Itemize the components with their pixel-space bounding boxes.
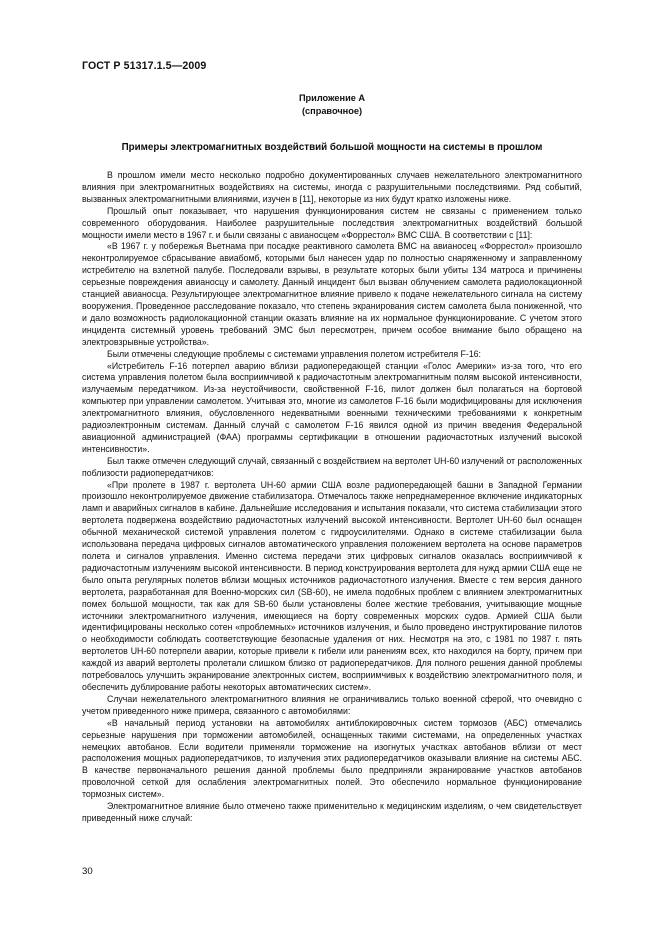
section-title: Примеры электромагнитных воздействий большой мощности на системы в прошлом <box>121 142 543 153</box>
paragraph: «Истребитель F-16 потерпел аварию вблизи радиопередающей станции «Голос Америки» из-за того, что его система управления полетом была восприимчивой к радиочастотным электромагнитным полям высокой интенсивности, излучаемым передатчиком. Из-за неустойчивости, свойственной F-16, пилот должен был полагаться на бортовой компьютер при управлении самолетом. Учитывая это, многие из самолетов F-16 были модифицированы для исключения электромагнитного влияния, обусловленного недекватными военными техническими требованиями к конкретным радиоэлектронным системам. Данный случай с самолетом F-16 явился одной из причин введения Федеральной авиационной администрацией (ФАА) программы сертификации в отношении радиочастотных излучений высокой интенсивности». <box>82 360 582 454</box>
paragraph: Электромагнитное влияние было отмечено также применительно к медицинским изделиям, о чем свидетельствует приведенный ниже случай: <box>82 801 582 823</box>
paragraph: Был также отмечен следующий случай, связанный с воздействием на вертолет UH-60 излучений от расположенных поблизости радиопередатчиков: <box>82 455 582 478</box>
paragraph: «При пролете в 1987 г. вертолета UH-60 армии США возле радиопередающей башни в Западной Германии произошло неконтролируемое движение стабилизатора. Отмечалось также непреднамеренное включение индикаторных ламп и аварийных сигналов в кабине. Дальнейшие исследования и испытания показали, что система стабилизации этого вертолета подвержена воздействию радиочастотных излучений высокой интенсивности. Вертолет UH-60 был оснащен обычной механической системой управления полетом с гидроусилителями. Однако в системе стабилизации была использована передача цифровых сигналов автоматического управления положением вертолета на основе параметров полета и сигналов управления. Именно система передачи этих цифровых сигналов оказалась восприимчивой к радиочастотным излучениям высокой интенсивности. В период конструирования вертолета для нужд армии США еще не было опыта регулярных полетов вблизи мощных источников радиочастотного излучения. Вместе с тем версия данного вертолета, разработанная для Военно-морских сил (SB-60), не имела подобных проблем с влиянием электромагнитных помех большой мощности, так как для SB-60 были установлены более жесткие требования, учитывающие мощные источники электромагнитного излучения, имеющиеся на борту современных морских судов. Армией США были идентифицированы несколько сотен «проблемных» источников излучения, и было проведено инструктирование пилотов о необходимости соблюдать соответствующие безопасные удаления от них. Несмотря на это, с 1981 по 1987 г. пять вертолетов UH-60 потерпели аварии, которые привели к гибели или ранениям всех, кто находился на борту, причем при каждой из аварий вертолеты пролетали слишком близко от радиопередатчиков. Для полного решения данной проблемы потребовалось улучшить экранирование электронных систем, восприимчивых к воздействию электромагнитного поля, и обеспечить дублирование работы некоторых автоматических систем». <box>82 479 582 692</box>
appendix-heading <box>82 92 582 118</box>
paragraph: В прошлом имели место несколько подробно документированных случаев нежелательного электромагнитного влияния при электромагнитных воздействиях на системы, иногда с разрушительными последствиями. Ряд событий, вызванных электромагнитными влияниями, изучен в [11], некоторые из них будут кратко изложены ниже. <box>82 170 582 204</box>
page-number: 30 <box>82 866 93 877</box>
paragraph: Были отмечены следующие проблемы с системами управления полетом истребителя F-16: <box>107 348 481 359</box>
paragraph: Прошлый опыт показывает, что нарушения функционирования систем не связаны с применением только современного оборудования. Наиболее разрушительные последствия электромагнитных воздействий большой мощности имели место в 1967 г. и были связаны с авианосцем «Форрестол» ВМС США. В соответствии с [11]: <box>82 205 582 240</box>
paragraph: «В начальный период установки на автомобилях антиблокировочных систем тормозов (АБС) отмечались серьезные нарушения при торможении автомобилей, оснащенных такими системами, на определенных участках немецких автобанов. Если водители применяли торможение на изогнутых участках автобанов вблизи от мест расположения мощных радиопередатчиков, то излучения этих радиопередатчиков оказывали влияние на системы АБС. В качестве первоначального решения данной проблемы было предприняли экранирование участков автобанов проволочной сеткой для ослабления электромагнитных полей. Это обеспечило нормальное функционирование тормозных систем». <box>82 717 582 800</box>
appendix-title: Приложение А <box>298 93 366 103</box>
standard-designation: ГОСТ Р 51317.1.5—2009 <box>82 60 207 72</box>
paragraph: «В 1967 г. у побережья Вьетнама при посадке реактивного самолета ВМС на авианосец «Форрестол» произошло неконтролируемое сбрасывание авиабомб, которыми был нанесен удар по полностью снаряженному и заправленному истребителю на взлетной палубе. Последовали взрывы, в результате которых были убиты 134 матроса и причинены серьезные повреждения авианосцу и самолету. Данный инцидент был вызван облучением самолета радиолокационной станцией авианосца. Результирующее электромагнитное влияние привело к подаче нежелательного сигнала на систему вооружения. Проведенное расследование показало, что степень экранирования систем самолета была пониженной, что и дало возможность радиолокационной станции оказать влияние на их нормальное функционирование. С учетом этого инцидента системный уровень требований ЭМС был пересмотрен, причем особое внимание было обращено на электровзрывные устройства». <box>82 241 582 347</box>
body-text <box>82 170 582 825</box>
appendix-subtitle: (справочное) <box>301 106 362 116</box>
paragraph: Случаи нежелательного электромагнитного влияния не ограничивались только военной сферой, что очевидно с учетом приведенного ниже примера, связанного с автомобилями: <box>82 693 582 716</box>
